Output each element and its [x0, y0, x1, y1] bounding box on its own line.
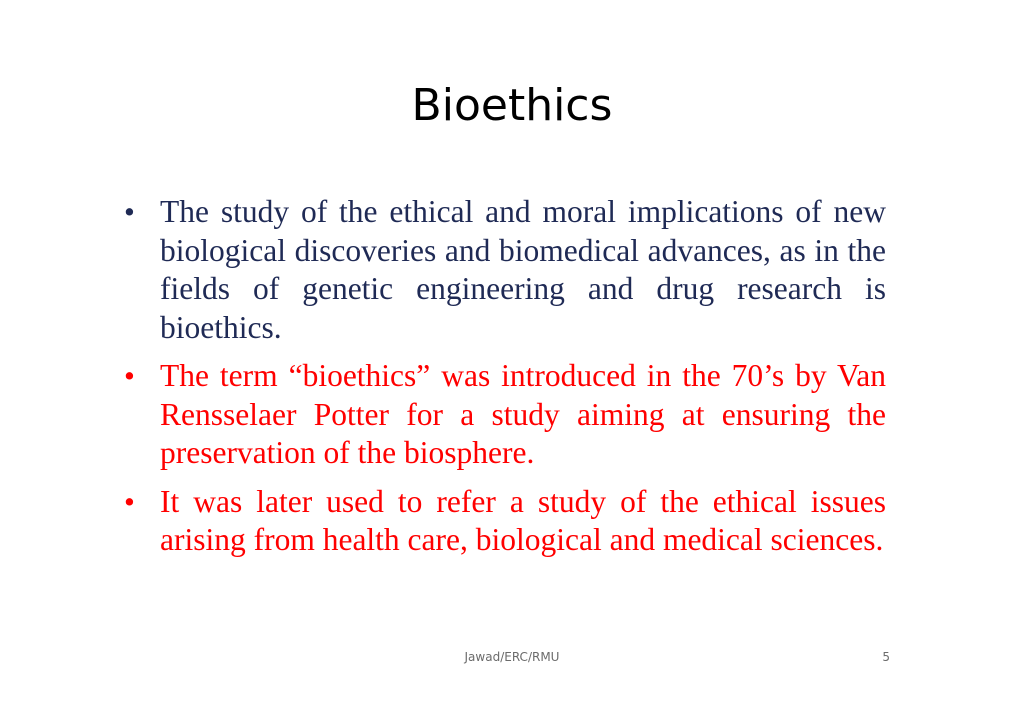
slide-title: Bioethics [411, 80, 613, 131]
bullet-item-3 [124, 483, 886, 560]
footer-author: Jawad/ERC/RMU [464, 650, 560, 664]
bullet-marker: • [124, 483, 135, 519]
bullet-item-2 [124, 357, 886, 473]
page-number: 5 [882, 650, 890, 664]
bullet-marker: • [124, 194, 135, 229]
bullet-marker: • [124, 358, 135, 393]
bullet-text: It was later used to refer a study of the ethical issues arising from health care, biological and medical sciences. [160, 483, 886, 557]
bullet-text: The study of the ethical and moral implications of new biological discoveries and biomedical advances, as in the fields of genetic engineering and drug research is bioethics. [160, 194, 886, 345]
bullet-list [124, 193, 886, 570]
bullet-item-1 [124, 193, 886, 347]
bullet-text: The term “bioethics” was introduced in the 70’s by Van Rensselaer Potter for a study aiming at ensuring the preservation of the biosphere. [160, 358, 886, 470]
